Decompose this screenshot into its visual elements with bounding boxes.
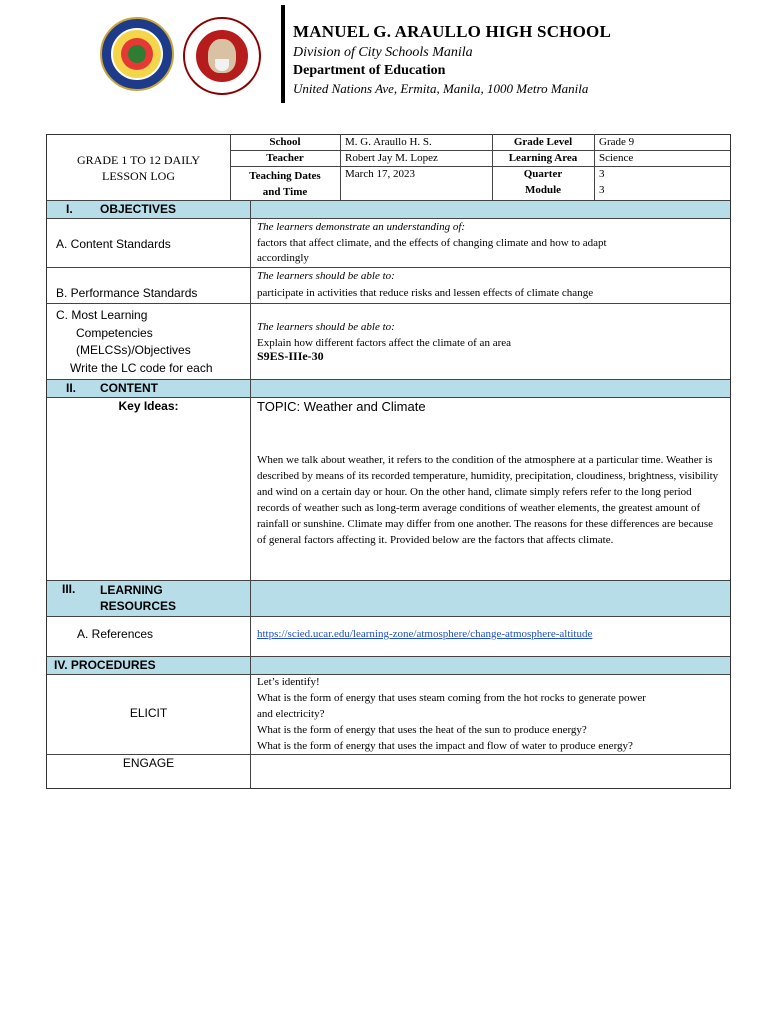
grade-level-value: Grade 9 bbox=[599, 136, 635, 148]
school-seal-logo bbox=[183, 17, 261, 95]
teacher-value: Robert Jay M. Lopez bbox=[345, 152, 438, 164]
content-standards-text-2: accordingly bbox=[257, 252, 309, 264]
key-ideas-label: Key Ideas: bbox=[118, 399, 179, 413]
quarter-label: Quarter bbox=[523, 168, 563, 180]
elicit-line: and electricity? bbox=[257, 708, 325, 720]
content-heading-number: II. bbox=[66, 381, 77, 395]
elicit-line: Let’s identify! bbox=[257, 676, 320, 688]
elicit-line: What is the form of energy that uses steam coming from the hot rocks to generate power bbox=[257, 692, 646, 704]
elicit-line: What is the form of energy that uses the impact and flow of water to produce energy? bbox=[257, 740, 633, 752]
references-link[interactable]: https://scied.ucar.edu/learning-zone/atmosphere/change-atmosphere-altitude bbox=[257, 628, 593, 640]
content-standards-text-1: factors that affect climate, and the effects of changing climate and how to adapt bbox=[257, 237, 607, 249]
melc-code: S9ES-IIIe-30 bbox=[257, 349, 324, 363]
school-value: M. G. Araullo H. S. bbox=[345, 136, 432, 148]
learning-area-value: Science bbox=[599, 152, 634, 164]
resources-heading: LEARNING RESOURCES bbox=[100, 583, 177, 613]
references-label: A. References bbox=[77, 627, 154, 641]
melc-text: Explain how different factors affect the climate of an area bbox=[257, 337, 511, 349]
objectives-heading-number: I. bbox=[66, 202, 73, 216]
log-title: GRADE 1 TO 12 DAILY LESSON LOG bbox=[76, 153, 201, 183]
division-seal-logo bbox=[100, 17, 174, 91]
elicit-label: ELICIT bbox=[129, 706, 168, 720]
resources-heading-number: III. bbox=[62, 582, 76, 596]
grade-level-label: Grade Level bbox=[513, 136, 573, 148]
melc-intro: The learners should be able to: bbox=[257, 321, 395, 333]
engage-label: ENGAGE bbox=[122, 756, 175, 770]
content-paragraph: When we talk about weather, it refers to the condition of the atmosphere at a particular time. Weather is described by means of its recorded temperature, humidity, precipitation, cloudiness, brightness, visibility and wind on a certain day or hour. On the other hand, climate simply refers refer to the long period records of weather such as long-term average conditions of weather elements, the greatest amount of rainfall or sunshine. Climate may differ from one another. The reasons for these differences are because of general factors affecting it. Provided below are the factors that affects climate. bbox=[257, 454, 719, 546]
performance-standards-intro: The learners should be able to: bbox=[257, 270, 395, 282]
performance-standards-text: participate in activities that reduce risks and lessen effects of climate change bbox=[257, 287, 594, 299]
elicit-line: What is the form of energy that uses the heat of the sun to produce energy? bbox=[257, 724, 587, 736]
content-standards-intro: The learners demonstrate an understanding of: bbox=[257, 221, 466, 233]
topic-title: TOPIC: Weather and Climate bbox=[257, 399, 426, 414]
school-name: MANUEL G. ARAULLO HIGH SCHOOL bbox=[293, 22, 611, 41]
school-address: United Nations Ave, Ermita, Manila, 1000 Metro Manila bbox=[293, 81, 589, 96]
department-name: Department of Education bbox=[293, 63, 446, 78]
school-label: School bbox=[269, 136, 301, 148]
elicit-content bbox=[257, 674, 646, 754]
teaching-dates-label: Teaching Dates and Time bbox=[249, 170, 321, 198]
learning-area-label: Learning Area bbox=[508, 152, 578, 164]
teacher-label: Teacher bbox=[266, 152, 304, 164]
teaching-dates-value: March 17, 2023 bbox=[345, 168, 415, 180]
content-heading: CONTENT bbox=[100, 381, 158, 395]
melc-label: C. Most Learning Competencies (MELCSs)/Objectives Write the LC code for each bbox=[56, 308, 213, 375]
header-divider bbox=[281, 5, 285, 103]
module-value: 3 bbox=[599, 184, 605, 196]
procedures-heading: IV. PROCEDURES bbox=[54, 658, 156, 672]
quarter-value: 3 bbox=[599, 168, 605, 180]
module-label: Module bbox=[524, 184, 562, 196]
content-standards-label: A. Content Standards bbox=[56, 237, 171, 251]
division-name: Division of City Schools Manila bbox=[293, 45, 473, 60]
performance-standards-label: B. Performance Standards bbox=[56, 286, 198, 300]
objectives-heading: OBJECTIVES bbox=[100, 202, 177, 216]
